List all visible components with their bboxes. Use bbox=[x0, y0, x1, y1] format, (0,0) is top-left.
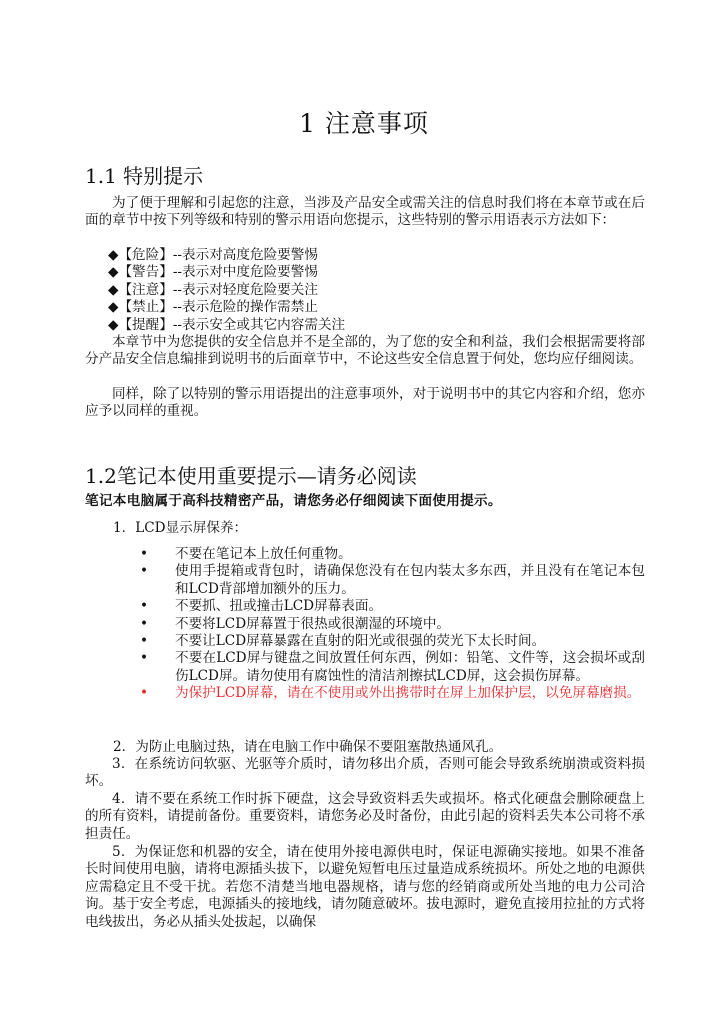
list-item: • 不要抓、扭或撞击LCD屏幕表面。 bbox=[140, 598, 383, 615]
paragraph-safety-info: 本章节中为您提供的安全信息并不是全部的，为了您的安全和利益，我们会根据需要将部分产品安全信息编排到说明书的后面章节中，不论这些安全信息置于何处，您均应仔细阅读。 bbox=[85, 334, 645, 368]
item4: 4．请不要在系统工作时拆下硬盘，这会导致资料丢失或损坏。格式化硬盘会删除硬盘上的所有资料，请提前备份。重要资料，请您务必及时备份，由此引起的资料丢失本公司将不承担责任。 bbox=[85, 791, 645, 842]
list-item: • 不要在笔记本上放任何重物。 bbox=[140, 546, 352, 562]
section-heading-1-2: 1.2笔记本使用重要提示—请务必阅读 bbox=[85, 464, 417, 488]
list-item: • 不要在LCD屏与键盘之间放置任何东西，例如：铅笔、文件等，这会损坏或刮伤LCD屏。请勿使用有腐蚀性的清洁剂擦拭LCD屏，这会损伤屏幕。 bbox=[140, 650, 645, 684]
bullet-icon: • bbox=[140, 598, 149, 615]
bullet-icon: • bbox=[140, 563, 149, 580]
list-item: • 不要将LCD屏幕置于很热或很潮湿的环境中。 bbox=[140, 615, 451, 632]
bullet-icon: • bbox=[140, 633, 149, 650]
level-prohibited: ◆【禁止】--表示危险的操作需禁止 bbox=[108, 299, 318, 315]
level-caution: ◆【注意】--表示对轻度危险要关注 bbox=[108, 282, 318, 298]
section-heading-1-1: 1.1 特别提示 bbox=[85, 164, 204, 188]
level-reminder: ◆【提醒】--表示安全或其它内容需关注 bbox=[108, 317, 346, 333]
list-item-warning: • 为保护LCD屏幕，请在不使用或外出携带时在屏上加保护层，以免屏幕磨损。 bbox=[140, 685, 641, 702]
paragraph-other-content: 同样，除了以特别的警示用语提出的注意事项外，对于说明书中的其它内容和介绍，您亦应予以同样的重视。 bbox=[85, 386, 645, 420]
item1-title: 1．LCD显示屏保养： bbox=[113, 520, 248, 536]
bullet-icon: • bbox=[140, 615, 149, 632]
list-item: • 不要让LCD屏幕暴露在直射的阳光或很强的荧光下太长时间。 bbox=[140, 633, 546, 650]
bullet-icon: • bbox=[140, 685, 149, 702]
level-danger: ◆【危险】--表示对高度危险要警惕 bbox=[108, 247, 318, 263]
lead-statement: 笔记本电脑属于高科技精密产品，请您务必仔细阅读下面使用提示。 bbox=[85, 493, 502, 509]
chapter-title: 1 注意事项 bbox=[299, 109, 429, 138]
level-warning: ◆【警告】--表示对中度危险要警惕 bbox=[108, 264, 318, 280]
item5: 5．为保证您和机器的安全，请在使用外接电源供电时，保证电源确实接地。如果不准备长时间使用电脑，请将电源插头拔下，以避免短暂电压过量造成系统损坏。所处之地的电源供应需稳定且不受干扰。若您不清楚当地电器规格，请与您的经销商或所处当地的电力公司洽询。基于安全考虑，电源插头的接地线，请勿随意破坏。拔电源时，避免直接用拉扯的方式将电线拔出，务必从插头处拔起，以确保 bbox=[85, 844, 645, 930]
bullet-icon: • bbox=[140, 546, 149, 562]
bullet-icon: • bbox=[140, 650, 149, 667]
item3: 3．在系统访问软驱、光驱等介质时，请勿移出介质，否则可能会导致系统崩溃或资料损坏。 bbox=[85, 756, 645, 790]
item2: 2．为防止电脑过热，请在电脑工作中确保不要阻塞散热通风孔。 bbox=[113, 739, 503, 755]
list-item: • 使用手提箱或背包时，请确保您没有在包内装太多东西，并且没有在笔记本包和LCD背部增加额外的压力。 bbox=[140, 563, 645, 597]
lcd-care-list bbox=[140, 546, 645, 703]
intro-paragraph: 为了便于理解和引起您的注意，当涉及产品安全或需关注的信息时我们将在本章节或在后面的章节中按下列等级和特别的警示用语向您提示，这些特别的警示用语表示方法如下： bbox=[85, 195, 645, 229]
